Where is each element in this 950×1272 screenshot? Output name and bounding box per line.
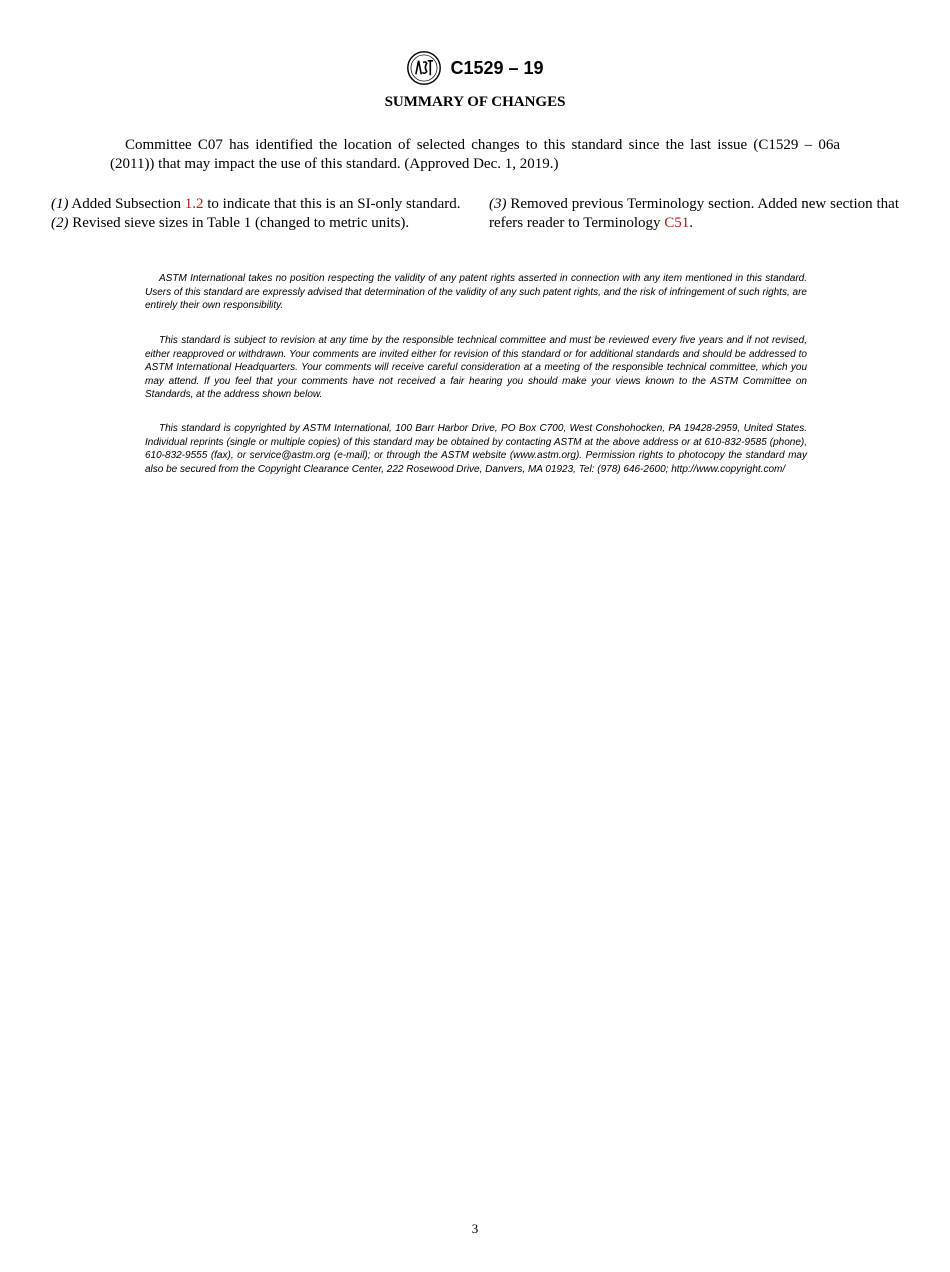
revision-notice-text: This standard is subject to revision at any time by the responsible technical committee and must be reviewed every five years and if not revised, either reapproved or withdrawn. Your comments are invited either for revision of this standard or for additional standards and should be addressed to ASTM International Headquarters. Your comments will receive careful consideration at a meeting of the responsible technical committee, which you may attend. If you feel that your comments have not received a fair hearing you should make your views known to the ASTM Committee on Standards, at the address shown below. — [145, 335, 807, 400]
patent-notice-text: ASTM International takes no position respecting the validity of any patent rights asserted in connection with any item mentioned in this standard. Users of this standard are expressly advised that determination of the validity of any such patent rights, and the risk of infringement of such rights, are entirely their own responsibility. — [145, 273, 807, 311]
change-number: (3) — [489, 196, 507, 212]
change-item-3 — [489, 195, 899, 233]
copyright-notice — [145, 422, 807, 476]
changes-column-left — [51, 195, 461, 233]
change-number: (2) — [51, 215, 69, 231]
changes-column-right — [489, 195, 899, 233]
copyright-notice-text: This standard is copyrighted by ASTM International, 100 Barr Harbor Drive, PO Box C700, West Conshohocken, PA 19428-2959, United States. Individual reprints (single or multiple copies) of this standard may be obtained by contacting ASTM at the above address or at 610-832-9585 (phone), 610-832-9555 (fax), or service@astm.org (e-mail); or through the ASTM website (www.astm.org). Permission rights to photocopy the standard may also be secured from the Copyright Clearance Center, 222 Rosewood Drive, Danvers, MA 01923, Tel: (978) 646-2600; http://www.copyright.com/ — [145, 423, 807, 475]
patent-notice — [145, 272, 807, 313]
page-number: 3 — [471, 1221, 479, 1236]
summary-intro — [110, 136, 840, 174]
change-item-1 — [51, 195, 461, 214]
astm-logo-icon — [406, 50, 442, 86]
page-header — [0, 50, 950, 86]
summary-intro-text: Committee C07 has identified the location of selected changes to this standard since the last issue (C1529 – 06a (2011)) that may impact the use of this standard. (Approved Dec. 1, 2019.) — [110, 137, 840, 172]
change-text: Revised sieve sizes in Table 1 (changed to metric units). — [68, 215, 410, 231]
summary-title: SUMMARY OF CHANGES — [384, 94, 566, 110]
subsection-link[interactable]: 1.2 — [184, 196, 204, 212]
standard-designation: C1529 – 19 — [450, 57, 544, 78]
revision-notice — [145, 334, 807, 402]
change-text: Added Subsection — [68, 196, 185, 212]
change-text: to indicate that this is an SI-only standard. — [203, 196, 461, 212]
change-item-2 — [51, 214, 461, 233]
terminology-link[interactable]: C51 — [664, 215, 690, 231]
change-text: . — [689, 215, 694, 231]
change-text: Removed previous Terminology section. Added new section that refers reader to Terminology — [489, 196, 899, 231]
change-number: (1) — [51, 196, 69, 212]
